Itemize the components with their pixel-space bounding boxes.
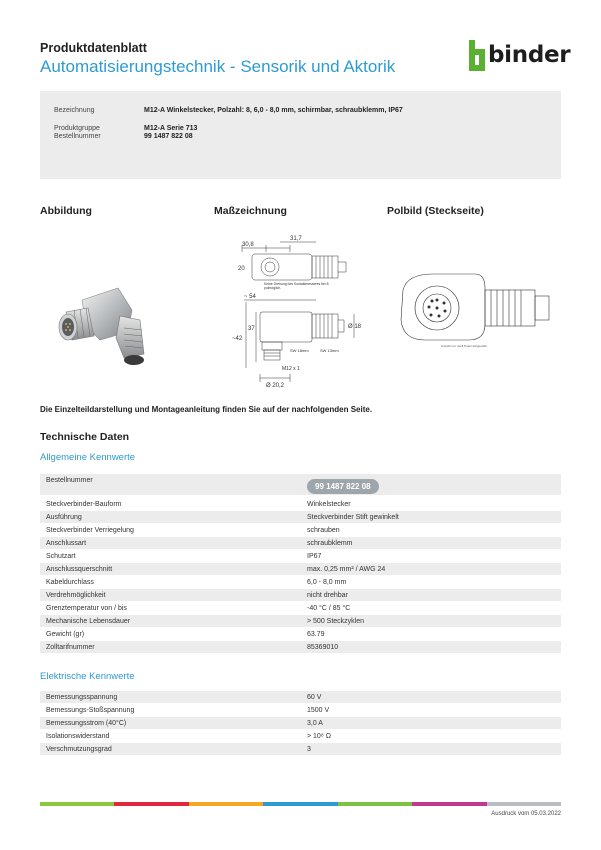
row-label: Ausführung [46,514,82,521]
product-image [40,280,170,370]
stripe-segment [487,802,561,806]
table-row [40,641,561,654]
table-row [40,743,561,756]
table-row [40,498,561,511]
binder-logo-icon [467,39,489,73]
dim-18-label: Ø 18 [348,324,362,330]
heading-abbildung: Abbildung [40,205,92,217]
row-label: Zolltarifnummer [46,644,95,651]
info-label: Bezeichnung [54,107,95,114]
footer-color-stripe [40,802,561,806]
stripe-segment [189,802,263,806]
table-row [40,628,561,641]
product-info-box [40,91,561,179]
stripe-segment [338,802,412,806]
rotation-note: Keine Drehung des Kontaktmesseres bei 8 polmöglich. [264,282,329,290]
row-label: Schutzart [46,553,76,560]
row-value: schrauben [307,527,340,534]
table-row [40,524,561,537]
table-row [40,511,561,524]
row-value: IP67 [307,553,322,560]
info-value: M12-A Winkelstecker, Polzahl: 8, 6,0 - 8,0 mm, schirmbar, schraubklemm, IP67 [144,107,403,114]
pole-diagram [385,262,560,352]
heading-electrical-values: Elektrische Kennwerte [40,671,135,682]
row-value: 3 [307,746,311,753]
table-row [40,563,561,576]
pole-note: Ansicht nur mit 8 Polen dargestellt [441,344,487,348]
info-value: 99 1487 822 08 [144,133,193,140]
dimension-drawing [220,228,370,390]
row-value: > 10⁸ Ω [307,733,331,740]
row-value: Steckverbinder Stift gewinkelt [307,514,399,521]
table-row [40,589,561,602]
m12-label: M12 x 1 [282,366,300,372]
row-value: 85369010 [307,644,339,651]
dim-37-label: 37 [248,326,255,332]
heading-masszeichnung: Maßzeichnung [214,205,287,217]
dim-42-label: ~42 [232,336,243,342]
info-value: M12-A Serie 713 [144,125,198,132]
heading-general-values: Allgemeine Kennwerte [40,452,136,463]
row-value: 60 V [307,694,322,701]
dim-20-2-label: Ø 20,2 [266,383,285,389]
rotation-note-box [264,282,334,296]
sw-13-label: SW 13mm [320,348,339,353]
info-label: Bestellnummer [54,133,101,140]
stripe-segment [114,802,188,806]
table-head-label: Bestellnummer [46,477,93,484]
table-row [40,704,561,717]
heading-technical-data: Technische Daten [40,431,130,443]
row-value: -40 °C / 85 °C [307,605,351,612]
table-row [40,717,561,730]
table-row [40,602,561,615]
info-label: Produktgruppe [54,125,100,132]
row-label: Anschlussart [46,540,87,547]
sw-18-label: SW 18mm [290,348,309,353]
table-row [40,615,561,628]
row-label: Steckverbinder Verriegelung [46,527,134,534]
table-row [40,576,561,589]
page-title: Automatisierungstechnik - Sensorik und Aktorik [40,57,396,76]
order-number-badge: 99 1487 822 08 [307,479,379,494]
table-row [40,550,561,563]
row-label: Bemessungs-Stoßspannung [46,707,135,714]
print-date: Ausdruck vom 05.03.2022 [491,811,561,817]
row-value: 63.79 [307,631,325,638]
row-label: Anschlussquerschnitt [46,566,113,573]
table-header-row [40,474,561,496]
row-value: nicht drehbar [307,592,348,599]
row-label: Steckverbinder-Bauform [46,501,122,508]
row-label: Verdrehmöglichkeit [46,592,106,599]
table-row [40,691,561,704]
stripe-segment [263,802,337,806]
row-label: Grenztemperatur von / bis [46,605,127,612]
stripe-segment [40,802,114,806]
table-row [40,730,561,743]
document-type-label: Produktdatenblatt [40,41,147,55]
table-row [40,537,561,550]
row-label: Gewicht (gr) [46,631,85,638]
row-value: 3,0 A [307,720,323,727]
row-label: Isolationswiderstand [46,733,110,740]
row-label: Mechanische Lebensdauer [46,618,131,625]
assembly-note: Die Einzelteildarstellung und Montageanleitung finden Sie auf der nachfolgenden Seite. [40,405,373,414]
dim-54-label: ~ 54 [244,294,256,300]
binder-logo [467,39,571,73]
row-value: schraubklemm [307,540,353,547]
row-value: Winkelstecker [307,501,351,508]
row-label: Kabeldurchlass [46,579,94,586]
logo-text: binder [488,42,571,68]
row-value: > 500 Steckzyklen [307,618,365,625]
dim-31-7-label: 31,7 [290,236,302,242]
row-value: 1500 V [307,707,330,714]
row-label: Bemessungsstrom (40°C) [46,720,127,727]
dim-20-label: 20 [238,266,245,272]
row-label: Bemessungsspannung [46,694,118,701]
row-value: 6,0 - 8,0 mm [307,579,347,586]
row-value: max. 0,25 mm² / AWG 24 [307,566,386,573]
dim-30-8-label: 30,8 [242,242,254,248]
row-label: Verschmutzungsgrad [46,746,112,753]
stripe-segment [412,802,486,806]
heading-polbild: Polbild (Steckseite) [387,205,484,217]
